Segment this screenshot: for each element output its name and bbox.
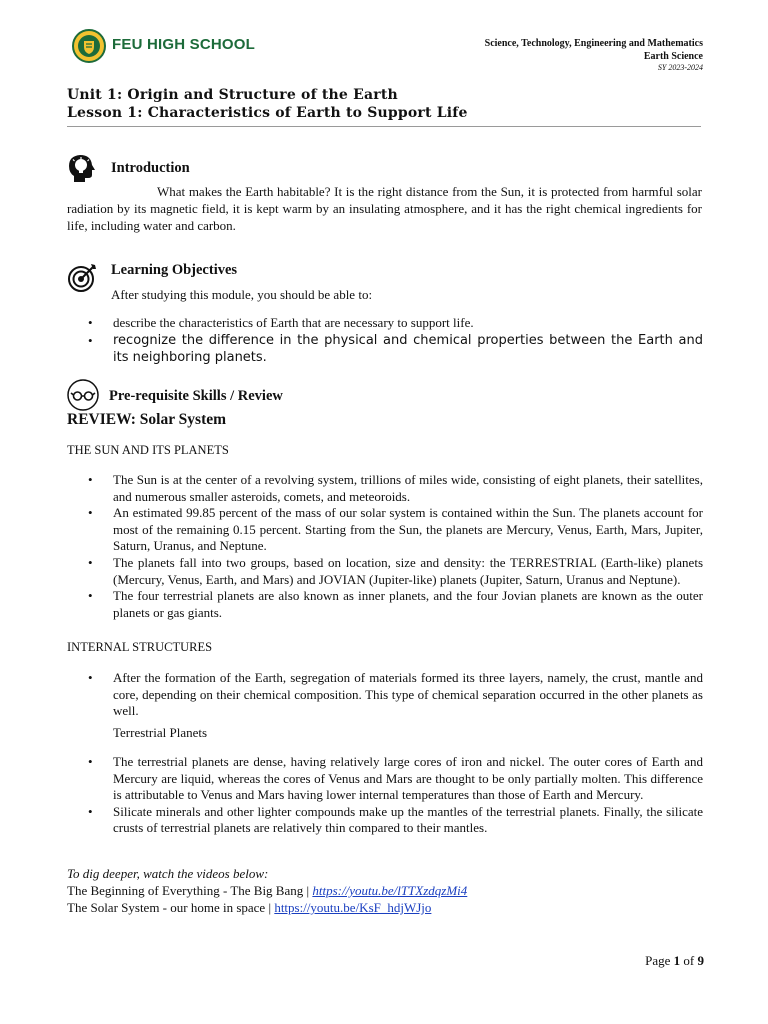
feu-logo xyxy=(72,29,106,63)
internal-list xyxy=(67,670,703,720)
video-line xyxy=(67,882,467,899)
video-label: The Beginning of Everything - The Big Bang | xyxy=(67,883,313,898)
list-item: • recognize the difference in the physical and chemical properties between the Earth and its neighboring planets. xyxy=(88,332,703,365)
unit-title: Unit 1: Origin and Structure of the Earth xyxy=(67,87,398,103)
video-label: The Solar System - our home in space | xyxy=(67,900,275,915)
internal-heading: INTERNAL STRUCTURES xyxy=(67,640,213,654)
list-item: • The planets fall into two groups, based on location, size and density: the TERRESTRIAL (Earth-like) planets (Mercury, Venus, Earth, and Mars) and JOVIAN (Jupiter-like) planets (Jupiter, Saturn, Uranus and Neptune). xyxy=(88,554,703,587)
head-lightbulb-icon xyxy=(65,152,99,186)
videos-intro: To dig deeper, watch the videos below: xyxy=(67,866,269,881)
school-year: SY 2023-2024 xyxy=(657,63,703,72)
sun-list xyxy=(67,472,703,621)
objectives-lead: After studying this module, you should be able to: xyxy=(111,287,373,302)
list-item: • An estimated 99.85 percent of the mass of our solar system is contained within the Sun. The planets account for most of the remaining 0.15 percent. Starting from the Sun, the planets are Mercury, Venus, Earth, Mars, Jupiter, Saturn, Uranus, and Neptune. xyxy=(88,505,703,554)
list-item: • The Sun is at the center of a revolving system, trillions of miles wide, consisting of eight planets, their satellites, and numerous smaller asteroids, comets, and meteoroids. xyxy=(88,472,703,504)
header-meta xyxy=(485,37,703,73)
prereq-heading: Pre-requisite Skills / Review xyxy=(109,388,283,404)
objectives-heading: Learning Objectives xyxy=(111,262,238,278)
terrestrial-subheading: Terrestrial Planets xyxy=(113,725,208,740)
video-link-solar-system[interactable]: https://youtu.be/KsF_hdjWJjo xyxy=(274,900,432,915)
review-title: REVIEW: Solar System xyxy=(67,411,227,428)
target-icon xyxy=(66,260,100,294)
list-item: • describe the characteristics of Earth that are necessary to support life. xyxy=(88,315,474,330)
sun-heading: THE SUN AND ITS PLANETS xyxy=(67,443,229,457)
list-item: • The four terrestrial planets are also known as inner planets, and the four Jovian planets are known as the outer planets or gas giants. xyxy=(88,588,703,620)
list-item: • The terrestrial planets are dense, having relatively large cores of iron and nickel. The outer cores of Earth and Mercury are liquid, whereas the cores of Venus and Mars are thought to be only partially molten. This difference is attributable to Venus and Mars having lower internal temperatures than those of Earth and Mercury. xyxy=(88,754,703,803)
program-name: Science, Technology, Engineering and Mathematics xyxy=(484,38,703,49)
list-item: • Silicate minerals and other lighter compounds make up the mantles of the terrestrial planets. Finally, the silicate crusts of terrestrial planets are relatively thin compared to their mantles. xyxy=(88,803,703,836)
objectives-list xyxy=(67,315,703,366)
title-block xyxy=(67,86,468,122)
video-line xyxy=(67,899,467,916)
introduction-heading: Introduction xyxy=(111,160,190,176)
title-divider xyxy=(67,126,701,127)
page-number: Page 1 of 9 xyxy=(645,953,704,968)
glasses-icon xyxy=(66,378,100,412)
video-link-big-bang[interactable]: https://youtu.be/lTTXzdqzMi4 xyxy=(312,883,468,898)
school-name: FEU HIGH SCHOOL xyxy=(112,36,256,53)
videos-block xyxy=(67,865,467,916)
lesson-title: Lesson 1: Characteristics of Earth to Support Life xyxy=(67,105,468,121)
list-item: • After the formation of the Earth, segregation of materials formed its three layers, namely, the crust, mantle and core, depending on their chemical composition. This type of chemical separation occurred in the other planets as well. xyxy=(88,670,703,719)
subject-name: Earth Science xyxy=(643,51,703,62)
terrestrial-list xyxy=(67,754,703,837)
introduction-text: What makes the Earth habitable? It is the right distance from the Sun, it is protected from harmful solar radiation by its magnetic field, it is kept warm by an insulating atmosphere, and it has the right chemical ingredients for life, including water and carbon. xyxy=(67,184,702,233)
